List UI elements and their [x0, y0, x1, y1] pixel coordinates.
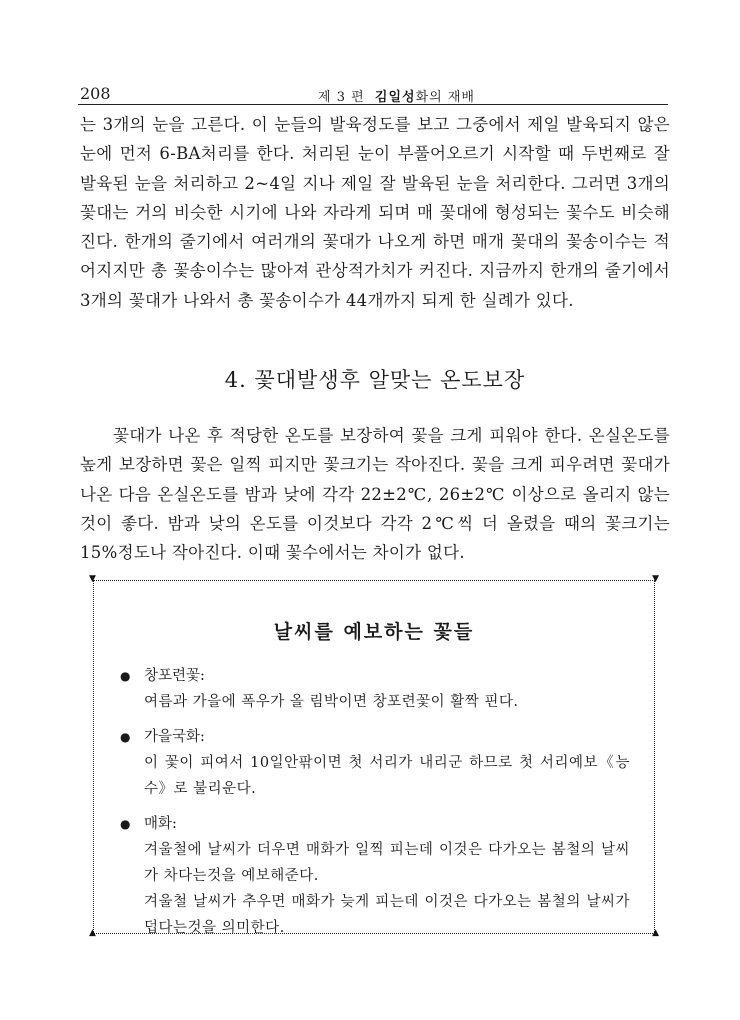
item-text: 여름과 가을에 폭우가 올 림박이면 창포련꽃이 활짝 핀다. — [144, 694, 519, 710]
bullet-icon: ● — [120, 817, 131, 831]
item-text: 겨울철에 날씨가 더우면 매화가 일찍 피는데 이것은 다가오는 봄철의 날씨가 차다는것을 예보해준다. — [144, 842, 630, 884]
corner-ornament: ▲ — [652, 928, 659, 938]
intro-paragraph: 는 3개의 눈을 고른다. 이 눈들의 발육정도를 보고 그중에서 제일 발육되지 않은 눈에 먼저 6-BA처리를 한다. 처리된 눈이 부풀어오르기 시작할 때 두번째로 잘 발육된 눈을 처리하고 2~4일 지나 제일 잘 발육된 눈을 처리한다. 그러면 3개의 꽃대는 거의 비슷한 시기에 나와 자라게 되며 매 꽃대에 형성되는 꽃수도 비슷해진다. 한개의 줄기에서 여러개의 꽃대가 나오게 하면 매개 꽃대의 꽃송이수는 적어지지만 총 꽃송이수는 많아져 관상적가치가 커진다. 지금까지 한개의 줄기에서 3개의 꽃대가 나와서 총 꽃송이수가 44개까지 되게 한 실례가 있다. — [80, 115, 670, 310]
item-label: 창포련꽃: — [144, 668, 205, 684]
chapter-label: 제 3 편 — [318, 90, 365, 105]
flower-list — [120, 663, 630, 950]
chapter-subject-bold: 김일성 — [374, 90, 416, 105]
item-text-continued: 겨울철 날씨가 추우면 매화가 늦게 피는데 이것은 다가오는 봄철의 날씨가 덥다는것을 의미한다. — [144, 894, 630, 936]
list-item — [120, 663, 630, 715]
list-item — [120, 724, 630, 802]
sidebar-box — [89, 574, 659, 938]
chapter-subject-rest: 화의 재배 — [415, 90, 475, 105]
corner-ornament: ▲ — [89, 928, 96, 938]
running-head — [318, 86, 475, 105]
list-item — [120, 811, 630, 941]
bullet-icon: ● — [120, 669, 131, 683]
corner-ornament: ▼ — [89, 574, 96, 584]
page-header — [78, 82, 668, 105]
box-title: 날씨를 예보하는 꽃들 — [273, 621, 475, 643]
bullet-icon: ● — [120, 730, 131, 744]
page-number: 208 — [80, 84, 111, 103]
corner-ornament: ▼ — [652, 574, 659, 584]
item-label: 가을국화: — [144, 729, 205, 745]
section-heading: 4. 꽃대발생후 알맞는 온도보장 — [224, 368, 526, 392]
item-text: 이 꽃이 피여서 10일안팎이면 첫 서리가 내리군 하므로 첫 서리예보《능수》로 불리운다. — [144, 755, 630, 797]
section-paragraph: 꽃대가 나온 후 적당한 온도를 보장하여 꽃을 크게 피워야 한다. 온실온도를 높게 보장하면 꽃은 일찍 피지만 꽃크기는 작아진다. 꽃을 크게 피우려면 꽃대가 나온 다음 온실온도를 밤과 낮에 각각 22±2℃, 26±2℃ 이상으로 올리지 않는것이 좋다. 밤과 낮의 온도를 이것보다 각각 2℃씩 더 올렸을 때의 꽃크기는 15%정도나 작아진다. 이때 꽃수에서는 차이가 없다. — [80, 426, 670, 563]
item-label: 매화: — [144, 816, 177, 832]
